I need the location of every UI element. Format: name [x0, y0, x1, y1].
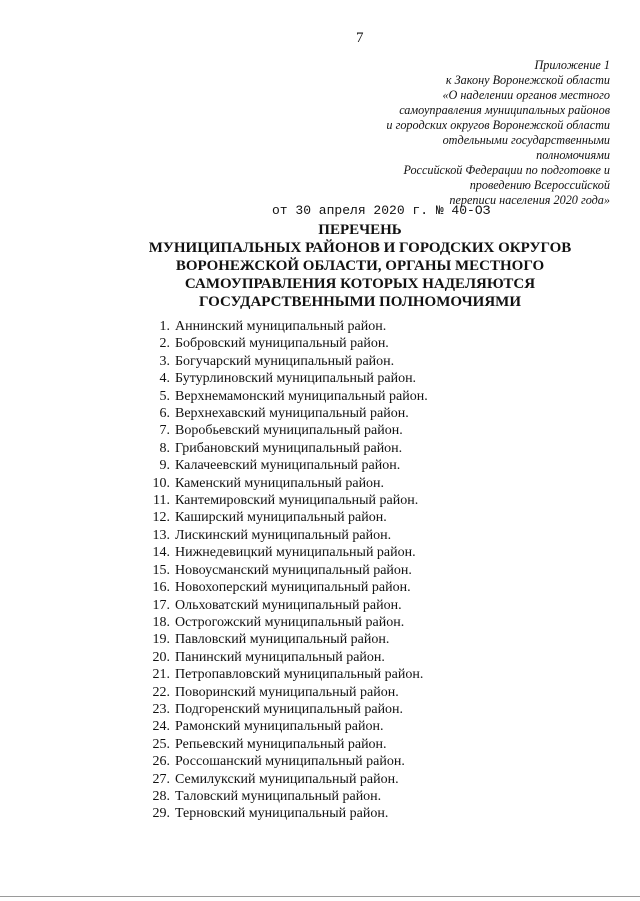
appendix-line: переписи населения 2020 года» — [449, 193, 610, 207]
list-item-number: 7. — [159, 423, 170, 439]
appendix-line: Российской Федерации по подготовке и — [403, 163, 610, 177]
list-item — [150, 649, 428, 666]
list-item — [150, 788, 428, 805]
appendix-line: отдельными государственными — [442, 133, 610, 147]
list-item — [150, 353, 428, 370]
list-item-text: Каменский муниципальный район. — [175, 475, 385, 491]
list-item-number: 11. — [153, 493, 170, 509]
list-item — [150, 562, 428, 579]
list-item — [150, 370, 428, 387]
appendix-line: Приложение 1 — [534, 58, 610, 72]
list-item-number: 10. — [152, 475, 170, 491]
list-item-text: Нижнедевицкий муниципальный район. — [175, 545, 416, 561]
scan-edge-line — [0, 896, 640, 897]
list-item — [150, 753, 428, 770]
list-item-number: 12. — [152, 510, 170, 526]
list-item-text: Грибановский муниципальный район. — [175, 440, 403, 456]
list-item-text: Воробьевский муниципальный район. — [175, 423, 403, 439]
list-item — [150, 666, 428, 683]
list-item-number: 21. — [152, 667, 170, 683]
list-item-text: Острогожский муниципальный район. — [175, 614, 405, 630]
heading-title: ПЕРЕЧЕНЬ — [318, 222, 402, 238]
list-item-text: Семилукский муниципальный район. — [175, 771, 399, 787]
heading-line: ГОСУДАРСТВЕННЫМИ ПОЛНОМОЧИЯМИ — [198, 294, 522, 310]
list-item — [150, 684, 428, 701]
list-item-number: 22. — [152, 684, 170, 700]
list-item-number: 25. — [152, 736, 170, 752]
list-item — [150, 405, 428, 422]
list-item-number: 27. — [152, 771, 170, 787]
list-item-number: 17. — [152, 597, 170, 613]
list-item-text: Терновский муниципальный район. — [175, 806, 389, 822]
list-item-number: 4. — [159, 371, 170, 387]
appendix-line: самоуправления муниципальных районов — [399, 103, 610, 117]
list-item-text: Кантемировский муниципальный район. — [175, 493, 419, 509]
list-item-text: Рамонский муниципальный район. — [175, 719, 384, 735]
list-item — [150, 422, 428, 439]
list-item-text: Калачеевский муниципальный район. — [175, 458, 401, 474]
list-item — [150, 509, 428, 526]
list-item-number: 8. — [159, 440, 170, 456]
list-item-number: 1. — [159, 319, 170, 334]
list-item-number: 2. — [159, 336, 170, 352]
list-item-text: Подгоренский муниципальный район. — [175, 701, 404, 717]
list-item — [150, 579, 428, 596]
list-item-number: 6. — [159, 406, 170, 422]
list-item-number: 3. — [159, 353, 170, 369]
list-item-text: Богучарский муниципальный район. — [175, 353, 395, 369]
list-item-text: Панинский муниципальный район. — [175, 649, 385, 665]
list-item — [150, 318, 428, 335]
list-item — [150, 440, 428, 457]
appendix-line: проведению Всероссийской — [469, 178, 610, 192]
list-item — [150, 631, 428, 648]
list-item-text: Новохоперский муниципальный район. — [175, 580, 411, 596]
appendix-line: к Закону Воронежской области — [445, 73, 610, 87]
list-item-text: Лискинский муниципальный район. — [175, 527, 392, 543]
appendix-note — [350, 58, 610, 208]
page-number: 7 — [356, 30, 364, 46]
list-item-text: Верхнемамонский муниципальный район. — [175, 388, 428, 404]
list-item-text: Новоусманский муниципальный район. — [175, 562, 412, 578]
list-item-text: Петропавловский муниципальный район. — [175, 667, 424, 683]
list-item-text: Каширский муниципальный район. — [175, 510, 387, 526]
list-heading — [100, 221, 620, 311]
list-item-text: Бутурлиновский муниципальный район. — [175, 371, 417, 387]
list-item-text: Таловский муниципальный район. — [175, 788, 382, 804]
list-item-number: 29. — [152, 806, 170, 822]
list-item — [150, 544, 428, 561]
list-item-number: 28. — [152, 788, 170, 804]
list-item — [150, 736, 428, 753]
appendix-line: и городских округов Воронежской области — [386, 118, 610, 132]
list-item — [150, 771, 428, 788]
list-item-text: Верхнехавский муниципальный район. — [175, 406, 409, 422]
list-item — [150, 492, 428, 509]
list-item-number: 18. — [152, 614, 170, 630]
list-item-number: 14. — [152, 545, 170, 561]
list-item-text: Ольховатский муниципальный район. — [175, 597, 402, 613]
list-item — [150, 475, 428, 492]
list-item — [150, 701, 428, 718]
list-item-text: Поворинский муниципальный район. — [175, 684, 399, 700]
list-item-text: Репьевский муниципальный район. — [175, 736, 387, 752]
list-item-number: 9. — [159, 458, 170, 474]
list-item-number: 16. — [152, 580, 170, 596]
list-item-number: 5. — [159, 388, 170, 404]
heading-line: САМОУПРАВЛЕНИЯ КОТОРЫХ НАДЕЛЯЮТСЯ — [184, 276, 536, 292]
list-item — [150, 388, 428, 405]
date-stamp: от 30 апреля 2020 г. № 40-ОЗ — [272, 203, 491, 218]
appendix-line: полномочиями — [536, 148, 610, 162]
list-item-text: Бобровский муниципальный район. — [175, 336, 389, 352]
list-item — [150, 614, 428, 631]
list-item-text: Аннинский муниципальный район. — [175, 319, 387, 334]
list-item-number: 23. — [152, 701, 170, 717]
list-item — [150, 718, 428, 735]
list-item — [150, 805, 428, 822]
list-item-text: Павловский муниципальный район. — [175, 632, 390, 648]
list-item-number: 15. — [152, 562, 170, 578]
list-item-number: 26. — [152, 754, 170, 770]
list-item-number: 24. — [152, 719, 170, 735]
districts-list — [150, 318, 428, 823]
heading-line: ВОРОНЕЖСКОЙ ОБЛАСТИ, ОРГАНЫ МЕСТНОГО — [175, 258, 545, 274]
list-item-text: Россошанский муниципальный район. — [175, 754, 405, 770]
appendix-line: «О наделении органов местного — [442, 88, 610, 102]
list-item — [150, 597, 428, 614]
list-item-number: 20. — [152, 649, 170, 665]
list-item-number: 13. — [152, 527, 170, 543]
list-item — [150, 527, 428, 544]
list-item — [150, 335, 428, 352]
heading-line: МУНИЦИПАЛЬНЫХ РАЙОНОВ И ГОРОДСКИХ ОКРУГОВ — [148, 240, 572, 256]
list-item — [150, 457, 428, 474]
list-item-number: 19. — [152, 632, 170, 648]
